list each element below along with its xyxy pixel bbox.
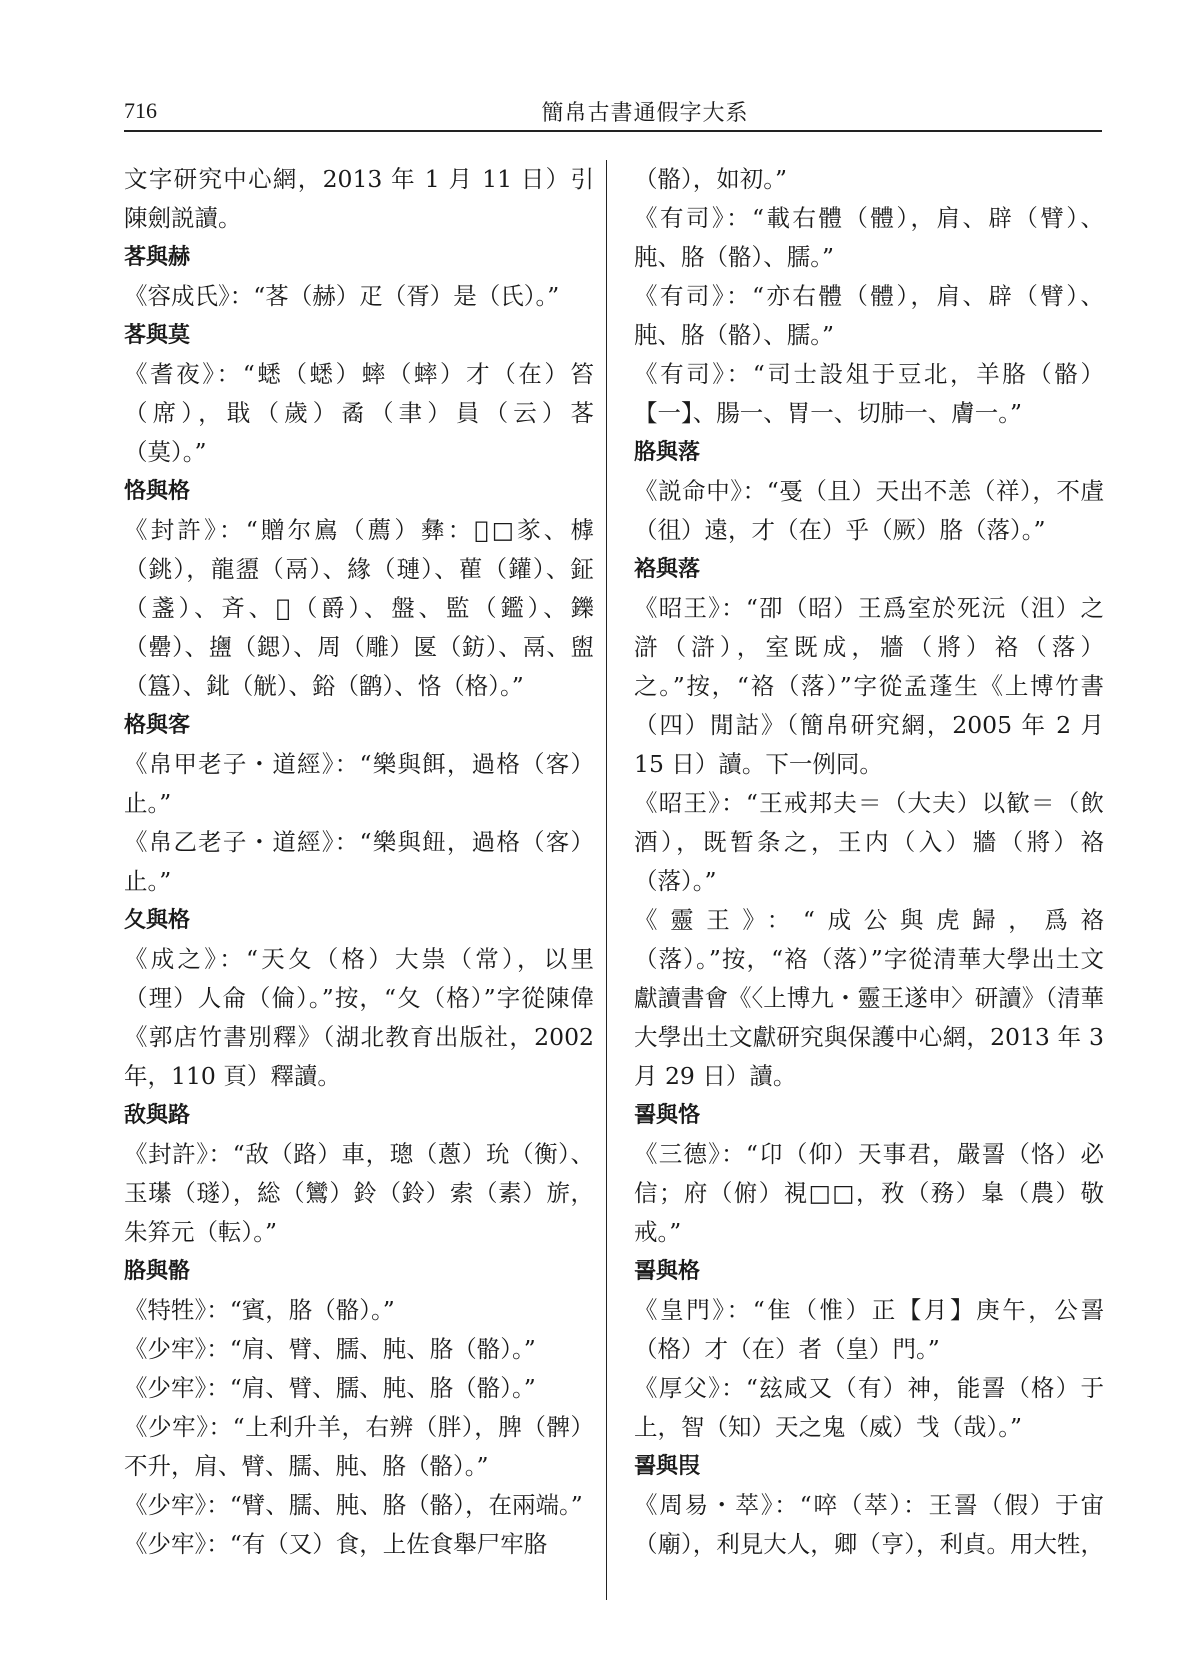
citation-paragraph: 《昭王》：“卲（昭）王爲室於死沅（沮）之滸（滸），室既成，牆（將）袼（落）之。”按，“袼（落）”字從孟蓬生《上博竹書（四）閒詁》（簡帛研究網，2005 年 2 月 15 日）讀。下一例同。	[634, 594, 1104, 778]
entry-heading: 胳與骼	[124, 1259, 191, 1284]
entry-heading: 䛐與叚	[634, 1454, 701, 1479]
citation-paragraph: 《説命中》：“戞（且）天出不恙（祥），不虘（徂）遠，才（在）乎（厥）胳（落）。”	[634, 477, 1104, 544]
entry-heading: 茖與赫	[124, 245, 191, 270]
citation-paragraph: 《封許》：“敌（路）車，璁（蔥）玧（衡）、玉𤪌（璲），総（鸞）鈴（鈴）索（素）旂，朱笲元（転）。”	[124, 1140, 594, 1246]
entry-heading: 胳與落	[634, 440, 701, 465]
citation-paragraph: 《厚父》：“玆咸又（有）神，能䛐（格）于上，智（知）天之鬼（威）𢦏（哉）。”	[634, 1374, 1104, 1441]
citation-paragraph: 《耆夜》：“蟋（蟋）蟀（蟀）才（在）笞（席），戢（歲）矞（聿）員（云）茖（莫）。”	[124, 360, 594, 466]
entry-heading: 夂與格	[124, 908, 191, 933]
citation-paragraph: 文字研究中心網，2013 年 1 月 11 日）引陳劍説讀。	[124, 165, 594, 232]
citation-paragraph: 《少牢》：“臂、臑、肫、胳（骼），在兩端。”	[124, 1491, 583, 1519]
citation-paragraph: 《成之》：“天夂（格）大祟（常），以里（理）人侖（倫）。”按，“夂（格）”字從陳偉《郭店竹書別釋》（湖北教育出版社，2002 年，110 頁）釋讀。	[124, 945, 594, 1090]
entry-heading: 袼與落	[634, 557, 701, 582]
citation-paragraph: 《皇門》：“隹（惟）正【月】庚午，公䛐（格）才（在）者（皇）門。”	[634, 1296, 1104, 1363]
citation-paragraph: （骼），如初。”	[634, 165, 788, 193]
entry-heading: 敌與路	[124, 1103, 191, 1128]
left-column	[124, 160, 594, 1564]
column-divider	[606, 160, 607, 1600]
entry-heading: 格與客	[124, 713, 191, 738]
citation-paragraph: 《帛甲老子・道經》：“樂與餌，過格（客）止。”	[124, 750, 594, 817]
citation-paragraph: 《周易・萃》：“啐（萃）：王䛐（假）于宙（廟），利見大人，卿（亨），利貞。用大牲，	[634, 1491, 1104, 1558]
citation-paragraph: 《有司》：“司士設俎于豆北，羊胳（骼）【一】、腸一、胃一、切肺一、膚一。”	[634, 360, 1104, 427]
citation-paragraph: 《特牲》：“賓，胳（骼）。”	[124, 1296, 395, 1324]
citation-paragraph: 《少牢》：“肩、臂、臑、肫、胳（骼）。”	[124, 1374, 536, 1402]
citation-paragraph: 《帛乙老子・道經》：“樂與𩚖，過格（客）止。”	[124, 828, 594, 895]
header-rule	[124, 130, 1102, 132]
entry-heading: 䛐與恪	[634, 1103, 701, 1128]
citation-paragraph: 《少牢》：“有（又）食，上佐食舉尸牢胳	[124, 1530, 548, 1558]
entry-heading: 茖與莫	[124, 323, 191, 348]
entry-heading: 恪與格	[124, 479, 191, 504]
right-column	[634, 160, 1104, 1564]
citation-paragraph: 《封許》：“贈尔鳸（薦）彝：𠢄□㒸、㯉（銚），龍盨（鬲）、緣（璉）、雚（鑵）、鉦（盞）、斉、𢆶（爵）、盤、監（鑑）、鑠（罍）、䀋（鍶）、周（雕）匽（鈁）、鬲、盥（簋）、鉳（觥）、鋊（鹠）、恪（格）。”	[124, 516, 594, 700]
page-number: 716	[124, 98, 157, 123]
citation-paragraph: 《有司》：“載右體（體），肩、辟（臂）、肫、胳（骼）、臑。”	[634, 204, 1104, 271]
citation-paragraph: 《三德》：“卬（仰）天事君，嚴䛐（恪）必信；府（俯）視□□，敄（務）𦤎（農）敬戒。”	[634, 1140, 1104, 1246]
citation-paragraph: 《少牢》：“肩、臂、臑、肫、胳（骼）。”	[124, 1335, 536, 1363]
citation-paragraph: 《昭王》：“王戒邦夫＝（大夫）以歓＝（飲酒），既暂条之，王内（入）牆（將）袼（落）。”	[634, 789, 1104, 895]
entry-heading: 䛐與格	[634, 1259, 701, 1284]
citation-paragraph: 《少牢》：“上利升羊，右辨（胖），脾（髀）不升，肩、臂、臑、肫、胳（骼）。”	[124, 1413, 594, 1480]
citation-paragraph: 《靈王》：“成公與虎歸，爲袼（落）。”按，“袼（落）”字從清華大學出土文獻讀書會《〈上博九・靈王遂申〉研讀》（清華大學出土文獻研究與保護中心網，2013 年 3 月 29 日）讀。	[634, 906, 1104, 1090]
citation-paragraph: 《容成氏》：“茖（赫）疋（胥）是（氏）。”	[124, 282, 560, 310]
running-head: 簡帛古書通假字大系	[541, 101, 749, 126]
citation-paragraph: 《有司》：“亦右體（體），肩、辟（臂）、肫、胳（骼）、臑。”	[634, 282, 1104, 349]
